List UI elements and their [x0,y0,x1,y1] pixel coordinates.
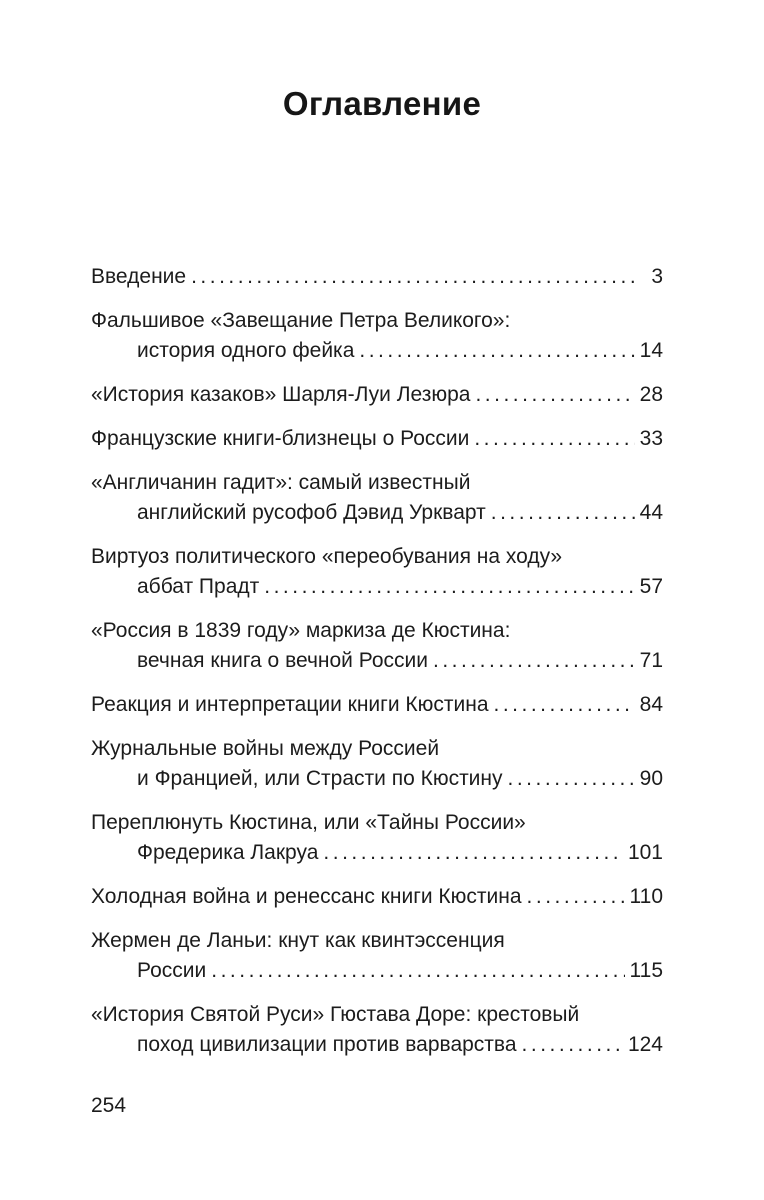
toc-entry-subtitle: поход цивилизации против варварства [137,1033,517,1056]
toc-entry-title: Журнальные войны между Россией [91,737,440,760]
dot-leader [211,956,624,986]
toc-entry-title: «Россия в 1839 году» маркиза де Кюстина: [91,619,511,642]
toc-entry [91,468,663,528]
toc-entry-line [91,734,663,764]
toc-entry-subtitle: аббат Прадт [137,575,260,598]
toc-page-number: 124 [627,1033,663,1056]
toc-entry-line [91,956,663,986]
toc-entry-line [91,336,663,366]
toc-entry-title: Холодная война и ренессанс книги Кюстина [91,885,522,908]
toc-entry-title: Французские книги-близнецы о России [91,427,470,450]
dot-leader [522,1030,623,1060]
toc-entry-line [91,572,663,602]
toc-page-number: 28 [639,383,663,406]
toc-entry-line [91,468,663,498]
toc-page-number: 90 [639,767,663,790]
toc-entry-line [91,262,663,292]
toc-entry [91,262,663,292]
toc-entry-title: Фальшивое «Завещание Петра Великого»: [91,309,511,332]
toc-entry-title: Виртуоз политического «переобувания на ходу» [91,545,563,568]
dot-leader [508,764,635,794]
toc-entry-line [91,542,663,572]
dot-leader [494,690,635,720]
dot-leader [474,424,634,454]
dot-leader [433,646,635,676]
toc-entry-title: Переплюнуть Кюстина, или «Тайны России» [91,811,526,834]
toc-entry-line [91,498,663,528]
toc-page-number: 84 [639,693,663,716]
toc-entry [91,380,663,410]
toc-entry [91,734,663,794]
toc-entry-line [91,380,663,410]
dot-leader [491,498,635,528]
toc-entry-line [91,616,663,646]
toc-entry-subtitle: английский русофоб Дэвид Уркварт [137,501,486,524]
toc-entry-title: «Англичанин гадит»: самый известный [91,471,471,494]
toc-page-number: 33 [639,427,663,450]
toc-entry [91,690,663,720]
toc-entry-subtitle: России [137,959,207,982]
toc-entry-title: Жермен де Ланьи: кнут как квинтэссенция [91,929,505,952]
toc-entry [91,808,663,868]
toc-page-number: 3 [651,265,663,288]
toc-entry [91,424,663,454]
dot-leader [264,572,634,602]
toc-entry-line [91,424,663,454]
toc-entry-line [91,808,663,838]
toc-entry-subtitle: Фредерика Лакруа [137,841,319,864]
toc-page-number: 44 [639,501,663,524]
dot-leader [191,262,636,292]
toc-entry-line [91,838,663,868]
table-of-contents [91,262,663,1060]
dot-leader [323,838,623,868]
toc-entry-line [91,764,663,794]
toc-entry [91,542,663,602]
dot-leader [527,882,625,912]
toc-page-number: 57 [639,575,663,598]
toc-page-number: 101 [627,841,663,864]
toc-entry-title: «История казаков» Шарля-Луи Лезюра [91,383,471,406]
toc-entry-subtitle: история одного фейка [137,339,355,362]
toc-entry-subtitle: вечная книга о вечной России [137,649,428,672]
toc-entry-line [91,926,663,956]
toc-entry-line [91,882,663,912]
page-title: Оглавление [282,85,482,122]
toc-entry-line [91,1030,663,1060]
toc-entry [91,306,663,366]
toc-page-number: 115 [629,959,663,982]
dot-leader [475,380,634,410]
toc-entry-title: «История Святой Руси» Гюстава Доре: крестовый [91,1003,580,1026]
toc-page-number: 71 [639,649,663,672]
toc-entry-title: Введение [91,265,187,288]
toc-page-number: 14 [639,339,663,362]
toc-entry-subtitle: и Францией, или Страсти по Кюстину [137,767,503,790]
toc-entry [91,882,663,912]
toc-entry [91,926,663,986]
toc-entry [91,616,663,676]
toc-entry-line [91,690,663,720]
toc-entry-line [91,306,663,336]
dot-leader [359,336,634,366]
toc-entry [91,1000,663,1060]
toc-entry-title: Реакция и интерпретации книги Кюстина [91,693,489,716]
toc-entry-line [91,1000,663,1030]
toc-entry-line [91,646,663,676]
toc-page-number: 110 [629,885,663,908]
folio-page-number: 254 [91,1094,127,1117]
